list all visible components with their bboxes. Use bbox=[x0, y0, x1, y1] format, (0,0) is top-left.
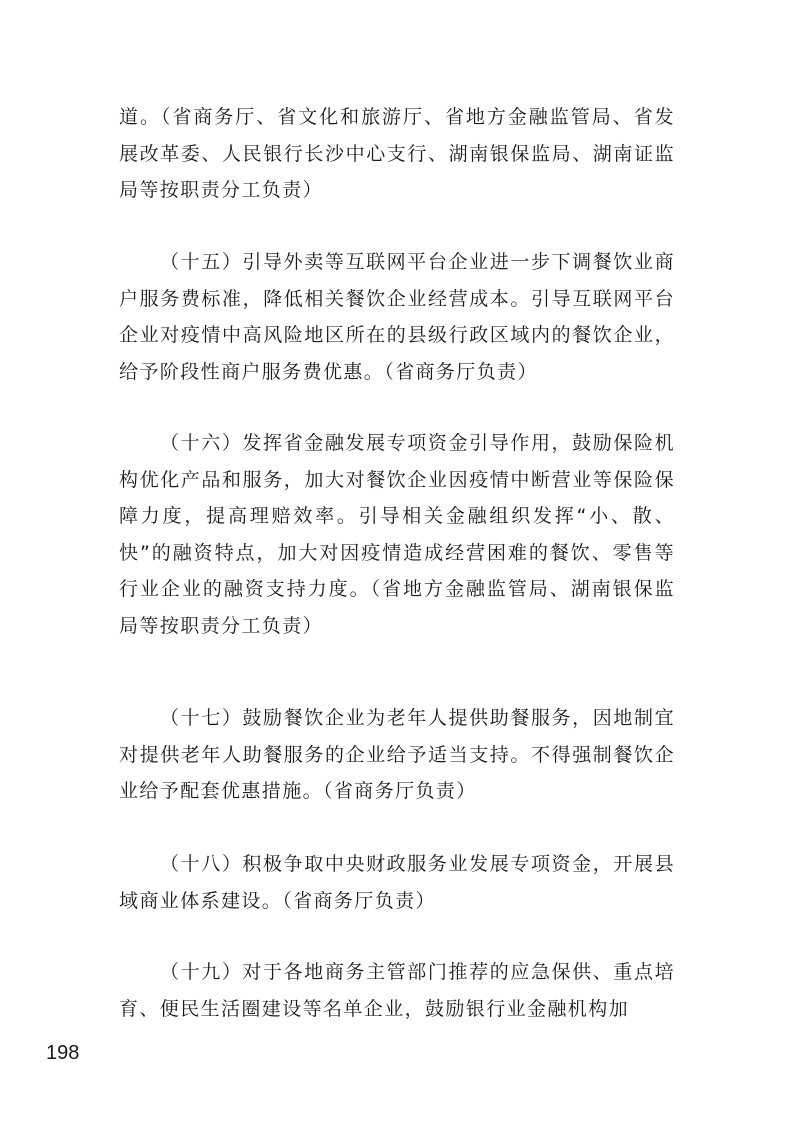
page-number: 198 bbox=[46, 1042, 80, 1064]
paragraph-item-19: （十九）对于各地商务主管部门推荐的应急保供、重点培育、便民生活圈建设等名单企业，鼓励银行业金融机构加 bbox=[119, 961, 675, 1020]
paragraph-continuation: 道。（省商务厅、省文化和旅游厅、省地方金融监管局、省发展改革委、人民银行长沙中心支行、湖南银保监局、湖南证监局等按职责分工负责） bbox=[119, 106, 675, 201]
paragraph-item-18: （十八）积极争取中央财政服务业发展专项资金，开展县域商业体系建设。（省商务厅负责） bbox=[119, 853, 675, 912]
paragraph-item-17: （十七）鼓励餐饮企业为老年人提供助餐服务，因地制宜对提供老年人助餐服务的企业给予适当支持。不得强制餐饮企业给予配套优惠措施。（省商务厅负责） bbox=[119, 707, 675, 802]
paragraph-item-16: （十六）发挥省金融发展专项资金引导作用，鼓励保险机构优化产品和服务，加大对餐饮企业因疫情中断营业等保险保障力度，提高理赔效率。引导相关金融组织发挥“小、散、快”的融资特点，加大对因疫情造成经营困难的餐饮、零售等行业企业的融资支持力度。（省地方金融监管局、湖南银保监局等按职责分工负责） bbox=[119, 432, 675, 637]
paragraph-item-15: （十五）引导外卖等互联网平台企业进一步下调餐饮业商户服务费标准，降低相关餐饮企业经营成本。引导互联网平台企业对疫情中高风险地区所在的县级行政区域内的餐饮企业，给予阶段性商户服务费优惠。（省商务厅负责） bbox=[119, 251, 675, 383]
